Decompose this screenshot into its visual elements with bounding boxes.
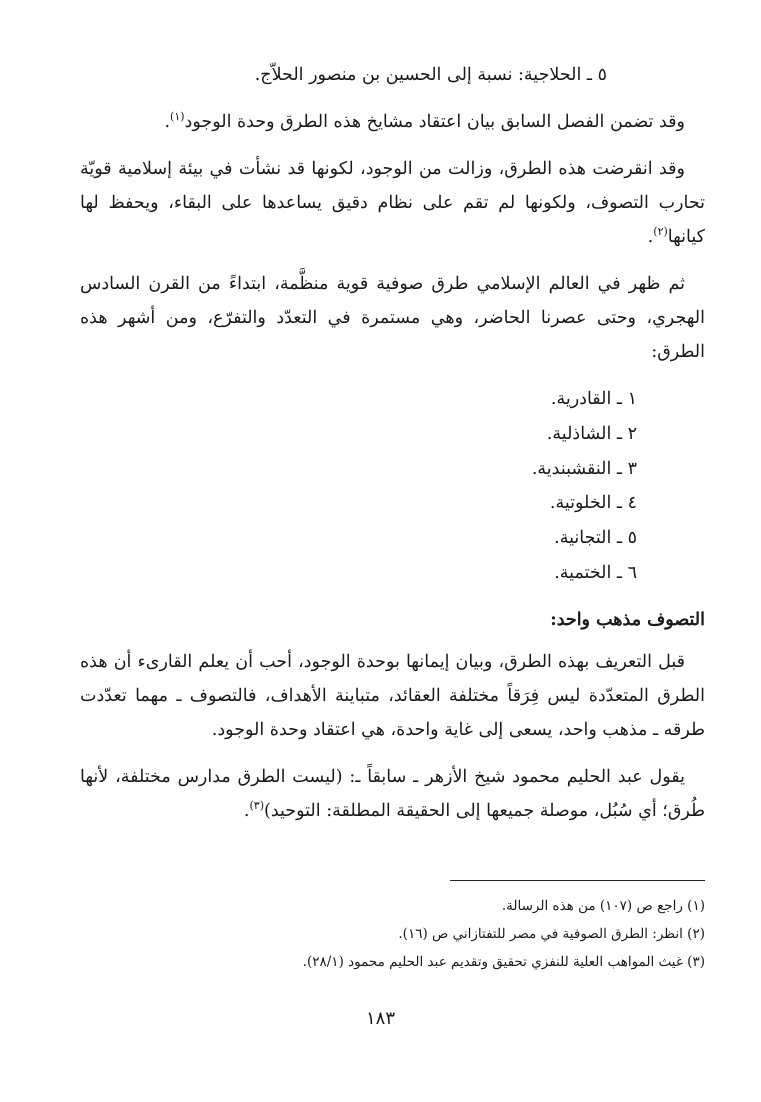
paragraph-previous-chapter: وقد تضمن الفصل السابق بيان اعتقاد مشايخ هذه الطرق وحدة الوجود$^{(١)}$.	[164, 110, 685, 132]
sufi-orders-list	[80, 382, 705, 591]
page-number: ١٨٣	[365, 1008, 395, 1029]
list-item: ٣ ـ النقشبندية.	[531, 458, 637, 479]
paragraph-hallajiya: ٥ ـ الحلاجية: نسبة إلى الحسين بن منصور الحلاّج.	[254, 65, 607, 85]
footnote: (٢) انظر: الطرق الصوفية في مصر للتفتازاني ص (١٦).	[398, 926, 705, 942]
list-item: ٤ ـ الخلوتية.	[549, 493, 637, 514]
footnote-divider	[450, 880, 705, 881]
footnote: (٣) غيث المواهب العلية للنفزي تحقيق وتقديم عبد الحليم محمود (٢٨/١).	[302, 954, 705, 970]
footnote-ref-3[interactable]: (٣)	[249, 798, 264, 812]
footnote-ref-2[interactable]: (٢)	[653, 225, 668, 239]
paragraph-single-doctrine: قبل التعريف بهذه الطرق، وبيان إيمانها بوحدة الوجود، أحب أن يعلم القارىء أن هذه الطرق المتعدّدة ليس فِرَقاً مختلفة العقائد، متباينة الأهداف، فالتصوف ـ مهما تعدّدت طرقه ـ مذهب واحد، يسعى إلى غاية واحدة، هي اعتقاد وحدة الوجود.	[80, 651, 705, 740]
footnote: (١) راجع ص (١٠٧) من هذه الرسالة.	[501, 898, 705, 914]
footnote-ref-1[interactable]: (١)	[170, 110, 185, 124]
list-item: ٥ ـ التجانية.	[554, 528, 637, 549]
main-text	[80, 58, 705, 841]
section-heading: التصوف مذهب واحد:	[550, 609, 705, 630]
list-item: ٦ ـ الختمية.	[554, 562, 637, 583]
list-item: ٢ ـ الشاذلية.	[546, 423, 637, 444]
footnotes	[80, 892, 705, 976]
paragraph-extinct-orders: وقد انقرضت هذه الطرق، وزالت من الوجود، لكونها قد نشأت في بيئة إسلامية قويّة تحارب التصوف، ولكونها لم تقم على نظام دقيق يساعدها على البقاء، ويحفظ لها كيانها$^{(٢)}$.	[80, 159, 705, 247]
paragraph-quote: يقول عبد الحليم محمود شيخ الأزهر ـ سابقاً ـ: (ليست الطرق مدارس مختلفة، لأنها طُرق؛ أي سُبُل، موصلة جميعها إلى الحقيقة المطلقة: التوحيد)$^{(٣)}$.	[80, 766, 705, 821]
paragraph-organized-orders: ثم ظهر في العالم الإسلامي طرق صوفية قوية منظَّمة، ابتداءً من القرن السادس الهجري، وحتى عصرنا الحاضر، وهي مستمرة في التعدّد والتفرّع، ومن أشهر هذه الطرق:	[80, 274, 705, 362]
list-item: ١ ـ القادرية.	[550, 389, 637, 409]
